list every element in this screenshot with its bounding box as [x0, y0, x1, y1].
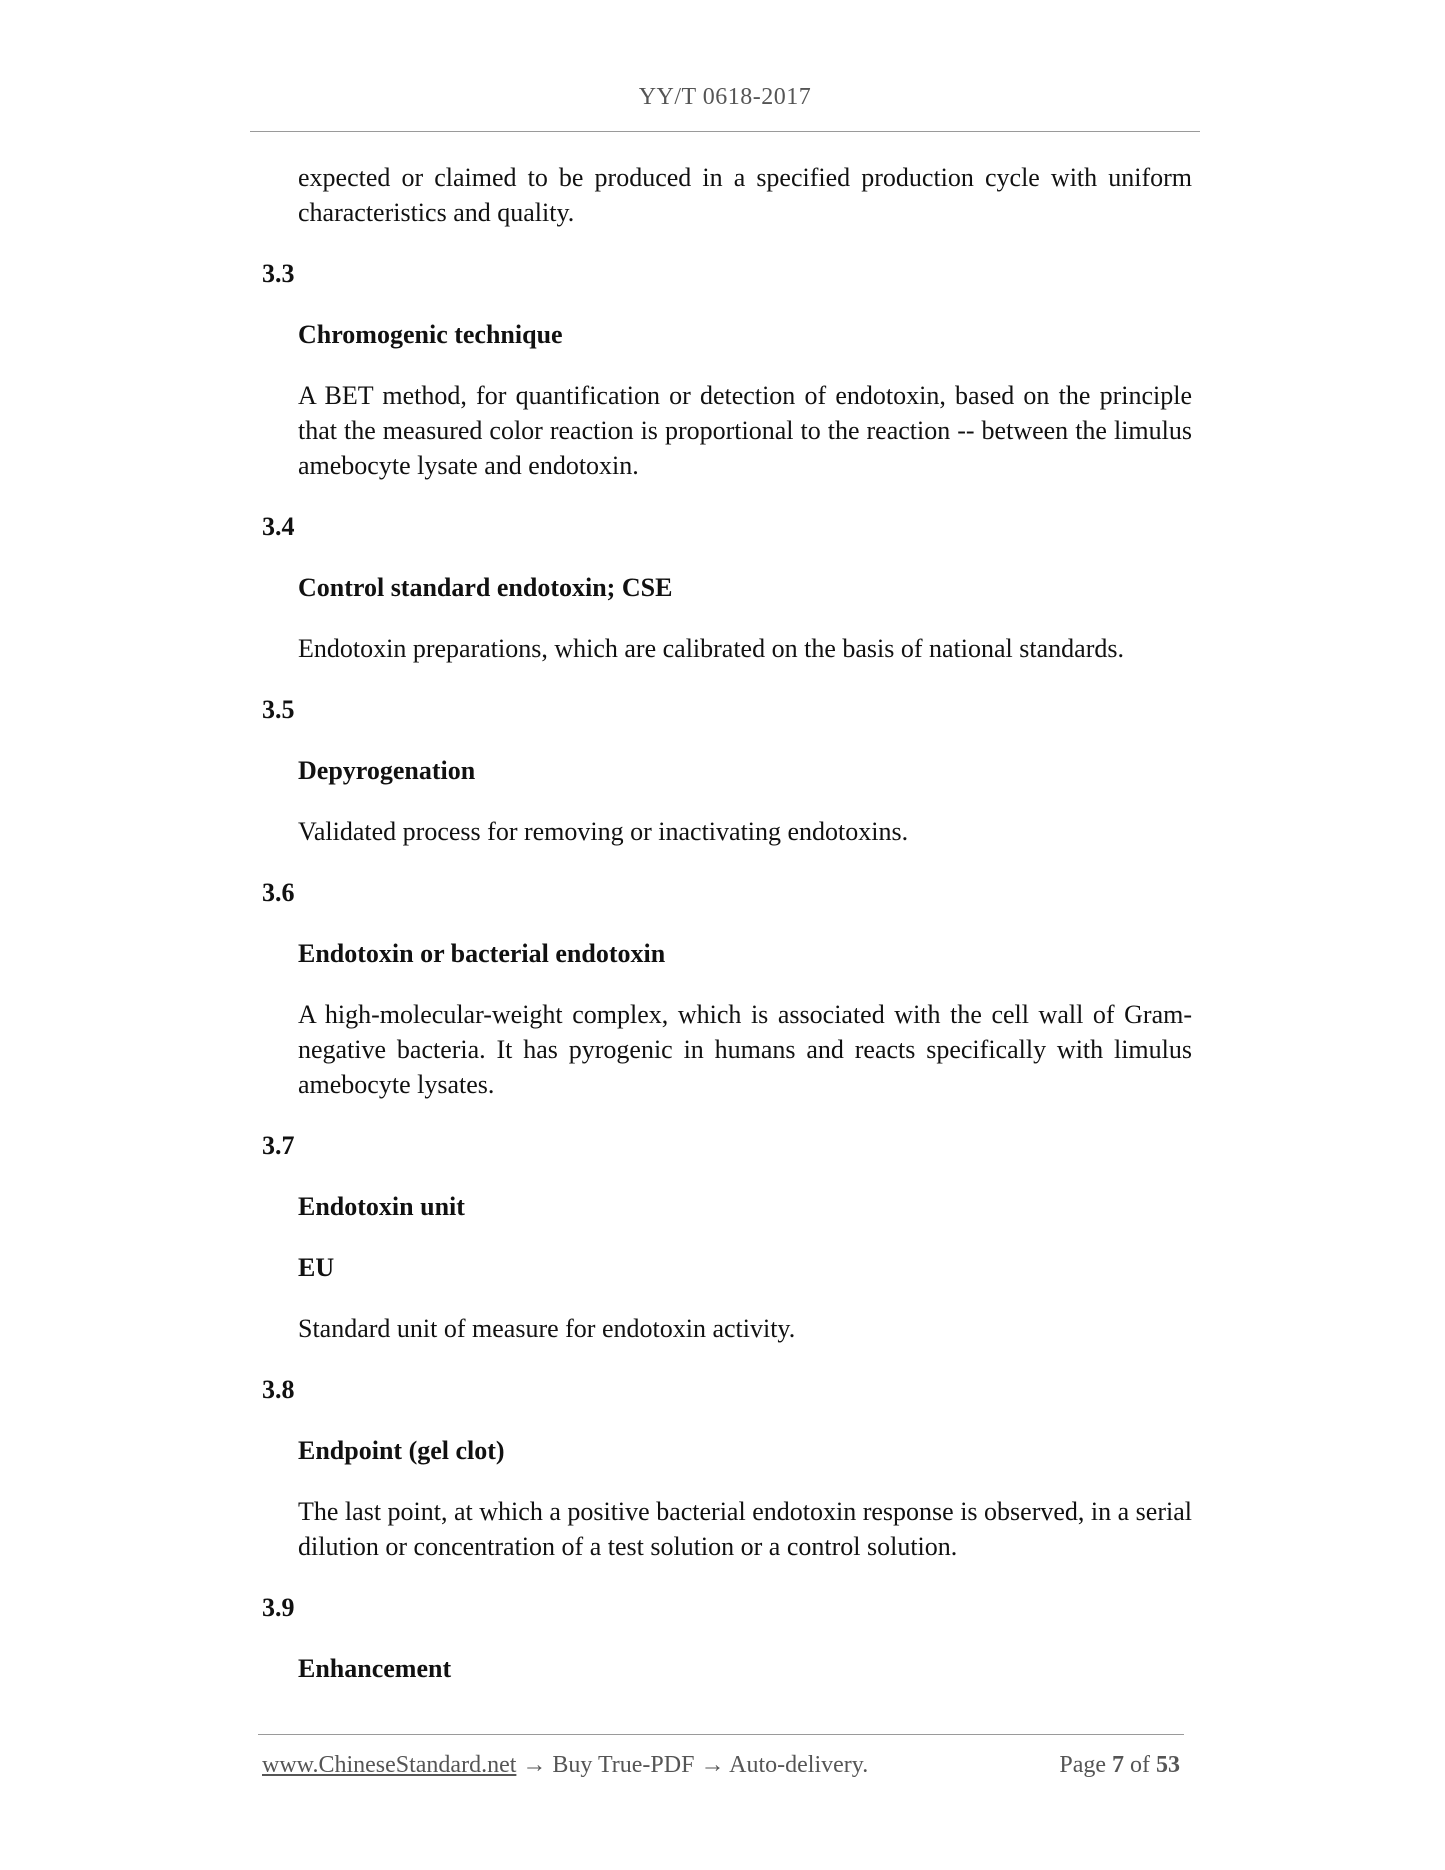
footer-promo [262, 1752, 868, 1779]
section-number-3-4: 3.4 [262, 512, 295, 541]
term-enhancement: Enhancement [298, 1654, 452, 1683]
section-number-3-9: 3.9 [262, 1593, 295, 1622]
term-endpoint-gel-clot: Endpoint (gel clot) [298, 1436, 505, 1465]
term-endotoxin: Endotoxin or bacterial endotoxin [298, 939, 666, 968]
term-endotoxin-unit: Endotoxin unit [298, 1192, 465, 1221]
intro-paragraph: expected or claimed to be produced in a specified production cycle with uniform characteristics and quality. [298, 163, 1192, 227]
page-total: 53 [1156, 1752, 1180, 1778]
footer-divider [258, 1734, 1184, 1735]
header-divider [250, 131, 1200, 132]
term-chromogenic-technique: Chromogenic technique [298, 320, 563, 349]
definition-endotoxin-unit: Standard unit of measure for endotoxin activity. [298, 1314, 796, 1343]
term-depyrogenation: Depyrogenation [298, 756, 476, 785]
section-number-3-3: 3.3 [262, 259, 295, 288]
delivery-text: Auto-delivery. [729, 1752, 869, 1778]
term-control-standard-endotoxin: Control standard endotoxin; CSE [298, 573, 673, 602]
section-number-3-8: 3.8 [262, 1375, 295, 1404]
section-number-3-6: 3.6 [262, 878, 295, 907]
definition-endotoxin: A high-molecular-weight complex, which is associated with the cell wall of Gram-negative bacteria. It has pyrogenic in humans and reacts specifically with limulus amebocyte lysates. [298, 1000, 1192, 1099]
page-header: YY/T 0618-2017 [638, 84, 812, 110]
section-number-3-5: 3.5 [262, 695, 295, 724]
site-link[interactable]: www.ChineseStandard.net [262, 1752, 517, 1778]
term-abbreviation-eu: EU [298, 1253, 335, 1282]
arrow-right-icon: → [700, 1752, 725, 1778]
arrow-right-icon: → [522, 1752, 547, 1778]
definition-depyrogenation: Validated process for removing or inactivating endotoxins. [298, 817, 909, 846]
buy-text: Buy True-PDF [552, 1752, 695, 1778]
document-body [262, 160, 1192, 1686]
page-label: Page [1059, 1752, 1106, 1778]
definition-control-standard-endotoxin: Endotoxin preparations, which are calibrated on the basis of national standards. [298, 634, 1124, 663]
definition-endpoint-gel-clot: The last point, at which a positive bacterial endotoxin response is observed, in a serial dilution or concentration of a test solution or a control solution. [298, 1497, 1192, 1561]
definition-chromogenic-technique: A BET method, for quantification or detection of endotoxin, based on the principle that the measured color reaction is proportional to the reaction -- between the limulus amebocyte lysate and endotoxin. [298, 381, 1192, 480]
page-current: 7 [1112, 1752, 1124, 1778]
section-number-3-7: 3.7 [262, 1131, 295, 1160]
page-indicator [1059, 1752, 1180, 1779]
page-of-label: of [1130, 1752, 1150, 1778]
